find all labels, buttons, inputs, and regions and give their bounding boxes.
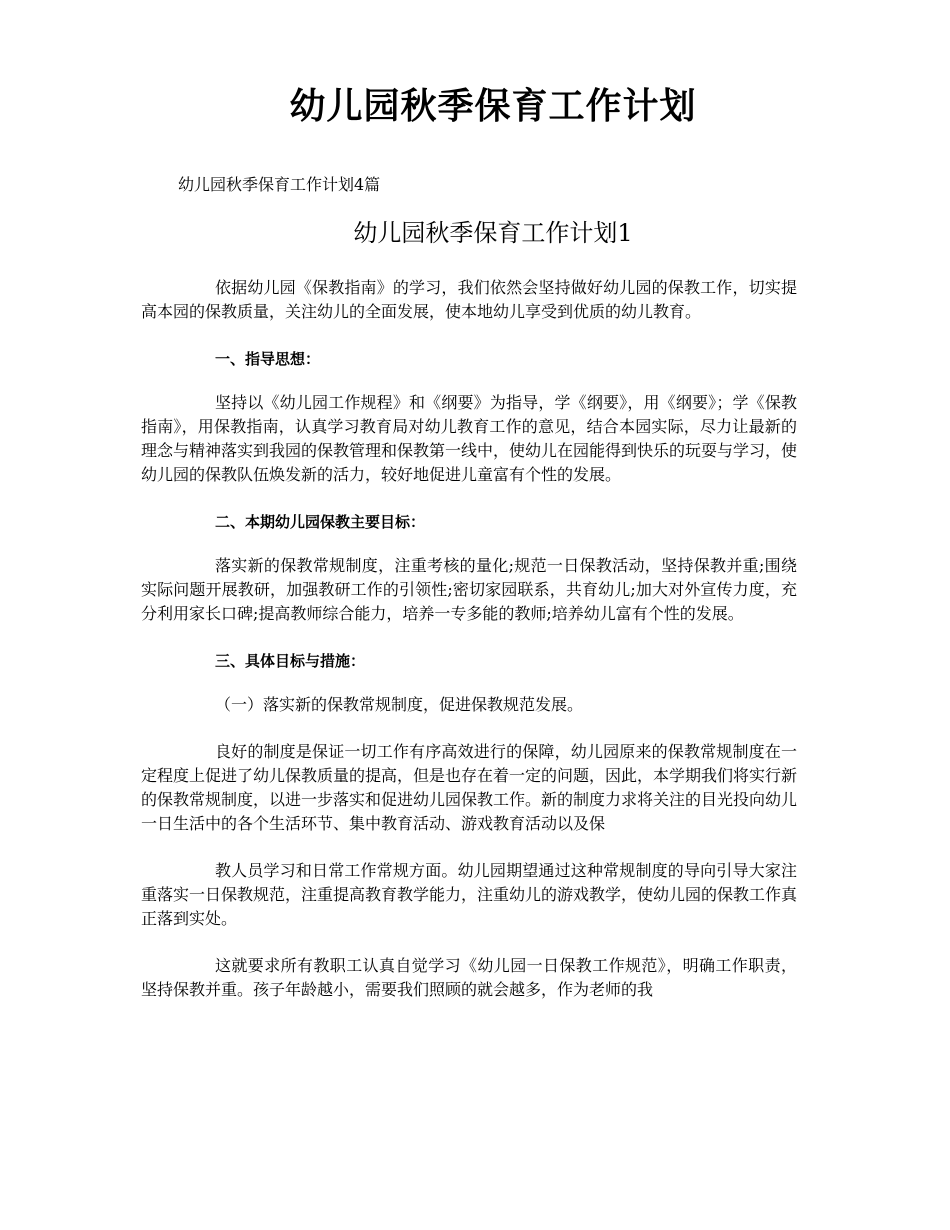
subheading-measure-1: （一）落实新的保教常规制度，促进保教规范发展。 — [215, 695, 584, 714]
document-subtitle: 幼儿园秋季保育工作计划4篇 — [178, 175, 381, 194]
section-title: 幼儿园秋季保育工作计划1 — [353, 219, 633, 247]
document-body — [141, 276, 797, 1025]
heading-guiding-ideology: 一、指导思想： — [215, 350, 321, 368]
paragraph-guiding-ideology: 坚持以《幼儿园工作规程》和《纲要》为指导，学《纲要》，用《纲要》；学《保教指南》，用保教指南，认真学习教育局对幼儿教育工作的意见，结合本园实际，尽力让最新的理念与精神落实到我园的保教管理和保教第一线中，使幼儿在园能得到快乐的玩耍与学习，使幼儿园的保教队伍焕发新的活力，较好地促进儿童富有个性的发展。 — [141, 393, 798, 484]
paragraph-measure-1c: 这就要求所有教职工认真自觉学习《幼儿园一日保教工作规范》，明确工作职责，坚持保教并重。孩子年龄越小，需要我们照顾的就会越多，作为老师的我 — [141, 956, 797, 999]
document-title: 幼儿园秋季保育工作计划 — [289, 85, 697, 127]
heading-main-goals: 二、本期幼儿园保教主要目标： — [215, 513, 426, 531]
paragraph-measure-1a: 良好的制度是保证一切工作有序高效进行的保障，幼儿园原来的保教常规制度在一定程度上促进了幼儿保教质量的提高，但是也存在着一定的问题，因此，本学期我们将实行新的保教常规制度，以进一步落实和促进幼儿园保教工作。新的制度力求将关注的目光投向幼儿一日生活中的各个生活环节、集中教育活动、游戏教育活动以及保 — [141, 742, 798, 833]
paragraph-main-goals: 落实新的保教常规制度，注重考核的量化;规范一日保教活动，坚持保教并重;围绕实际问题开展教研，加强教研工作的引领性;密切家园联系，共育幼儿;加大对外宣传力度，充分利用家长口碑;提高教师综合能力，培养一专多能的教师;培养幼儿富有个性的发展。 — [141, 556, 797, 623]
heading-specific-measures: 三、具体目标与措施： — [215, 652, 366, 670]
paragraph-intro: 依据幼儿园《保教指南》的学习，我们依然会坚持做好幼儿园的保教工作，切实提高本园的保教质量，关注幼儿的全面发展，使本地幼儿享受到优质的幼儿教育。 — [141, 278, 797, 321]
paragraph-measure-1b: 教人员学习和日常工作常规方面。幼儿园期望通过这种常规制度的导向引导大家注重落实一日保教规范，注重提高教育教学能力，注重幼儿的游戏教学，使幼儿园的保教工作真正落到实处。 — [141, 861, 798, 928]
